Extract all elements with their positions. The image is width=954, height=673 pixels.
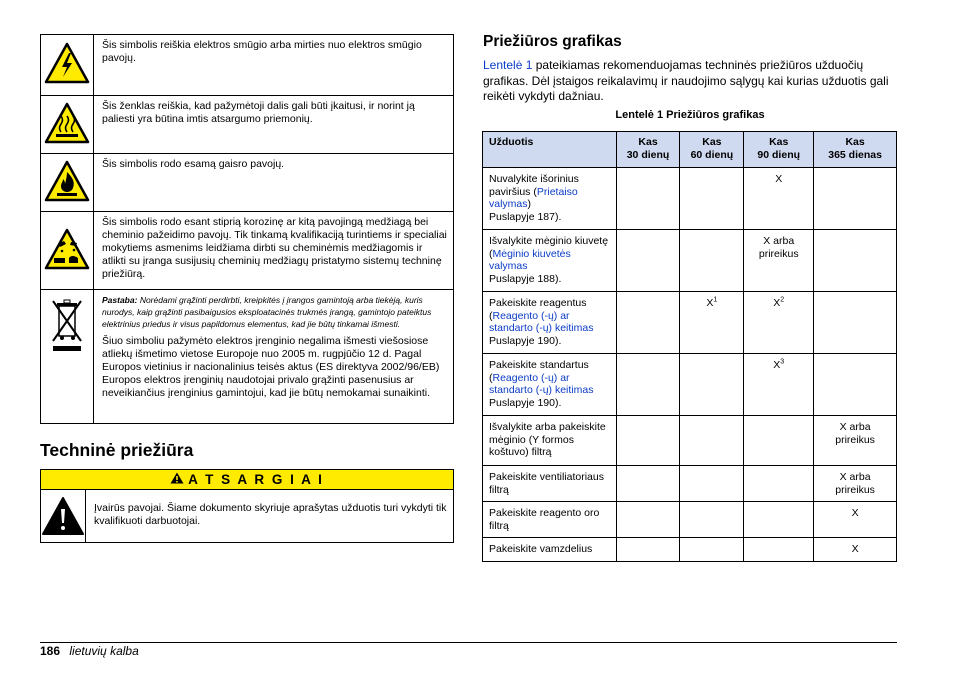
task-link[interactable]: Reagento (-ų) ar standarto (-ų) keitimas [489, 309, 594, 334]
weee-description: Šiuo simboliu pažymėto elektros įrenginio negalima išmesti viešosiose atliekų išmetimo vietose Europoje nuo 2005 m. rugpjūčio 12 d. Pagal Europos vietinius ir nacionalinius teisės aktus (ES direktyva 2002/96/EB) Europos elektros įrenginių naudotojai privalo grąžinti pasenusius ar neveikiančius įrenginius gamintojui, kad jie būtų nemokamai sunaikinti. [102, 335, 440, 399]
schedule-heading: Priežiūros grafikas [483, 33, 622, 50]
task-link[interactable]: Prietaiso valymas [489, 185, 578, 210]
column-header: Užduotis [483, 132, 617, 168]
task-cell: Nuvalykite išorinius paviršius (Prietaiso valymas) Puslapyje 187). [483, 168, 617, 230]
caution-label: A T S A R G I A I [188, 472, 324, 487]
interval-cell [680, 538, 744, 562]
interval-cell [616, 168, 680, 230]
interval-cell [616, 230, 680, 292]
table-row [483, 502, 897, 538]
table-row [483, 466, 897, 502]
interval-cell [814, 354, 897, 416]
interval-cell [680, 354, 744, 416]
task-cell: Pakeiskite standartus (Reagento (-ų) ar standarto (-ų) keitimas Puslapyje 190). [483, 354, 617, 416]
interval-cell: X arba prireikus [814, 416, 897, 466]
fire-hazard-icon [41, 154, 94, 212]
recycling-note: Pastaba: Norėdami grąžinti perdirbti, kreipkitės į įrangos gamintoją arba tiekėją, kuris nurodys, kaip grąžinti pasibaigusios eksploatacinės trukmės įrangą, gamintojo pateiktus elektrinius priedus ir visus papildomus elementus, kad jie būtų tinkamai išmesti. [102, 295, 432, 329]
column-header: Kas 365 dienas [814, 132, 897, 168]
symbol-description: Šis simbolis rodo esamą gaisro pavojų. [94, 154, 454, 212]
maintenance-schedule-table [482, 131, 897, 562]
interval-cell [616, 538, 680, 562]
interval-cell [680, 416, 744, 466]
electric-shock-icon [41, 35, 94, 96]
interval-cell [616, 292, 680, 354]
maintenance-heading: Techninė priežiūra [40, 440, 194, 460]
interval-cell [814, 230, 897, 292]
interval-cell: X [814, 502, 897, 538]
caution-text: Įvairūs pavojai. Šiame dokumento skyriuje aprašytas užduotis turi vykdyti tik kvalifikuoti darbuotojai. [94, 502, 447, 527]
footer-divider [40, 642, 897, 643]
symbol-row [41, 96, 454, 154]
interval-cell: X arba prireikus [744, 230, 814, 292]
page-footer [40, 644, 139, 658]
interval-cell [616, 354, 680, 416]
interval-cell [744, 416, 814, 466]
interval-cell [616, 502, 680, 538]
symbol-row [41, 212, 454, 290]
symbol-description: Šis simbolis rodo esant stiprią korozinę ar kitą pavojingą medžiagą bei cheminio pažeidimo pavojų. Tik tinkamą kvalifikaciją turintiems ir specialiai mokytiems asmenims leidžiama dirbti su cheminėmis medžiagomis ir atlikti su įranga susijusių cheminių medžiagų pristatymo sistemų techninę priežiūrą. [94, 212, 454, 290]
task-cell: Pakeiskite ventiliatoriaus filtrą [483, 466, 617, 502]
interval-cell [814, 168, 897, 230]
interval-cell [814, 292, 897, 354]
table-row [483, 416, 897, 466]
warning-triangle-icon [170, 472, 184, 487]
interval-cell: $X^3$ [744, 354, 814, 416]
task-cell: Pakeiskite reagento oro filtrą [483, 502, 617, 538]
table-reference-link[interactable]: Lentelė 1 [483, 58, 533, 72]
interval-cell [744, 466, 814, 502]
symbol-description [94, 290, 454, 424]
interval-cell: $X^2$ [744, 292, 814, 354]
schedule-intro: Lentelė 1 pateikiamas rekomenduojamas techninės priežiūros užduočių grafikas. Dėl įstaigos reikalavimų ir naudojimo sąlygų kai kurias užduotis gali reikėti vykdyti dažniau. [483, 58, 889, 103]
symbol-row [41, 154, 454, 212]
caution-header [41, 470, 453, 490]
page-number: 186 [40, 644, 61, 658]
table-row [483, 292, 897, 354]
column-header: Kas 30 dienų [616, 132, 680, 168]
interval-cell [744, 502, 814, 538]
interval-cell [616, 416, 680, 466]
general-warning-icon [41, 490, 86, 542]
task-cell: Išvalykite arba pakeiskite mėginio (Y formos koštuvo) filtrą [483, 416, 617, 466]
table-row [483, 354, 897, 416]
column-header: Kas 90 dienų [744, 132, 814, 168]
table-caption: Lentelė 1 Priežiūros grafikas [615, 109, 765, 121]
safety-symbols-table [40, 34, 454, 424]
table-row [483, 230, 897, 292]
task-cell: Pakeiskite vamzdelius [483, 538, 617, 562]
interval-cell [744, 538, 814, 562]
interval-cell [680, 230, 744, 292]
hot-surface-icon [41, 96, 94, 154]
symbol-description: Šis simbolis reiškia elektros smūgio arba mirties nuo elektros smūgio pavojų. [94, 35, 454, 96]
interval-cell: X [814, 538, 897, 562]
task-link[interactable]: Reagento (-ų) ar standarto (-ų) keitimas [489, 371, 594, 396]
caution-box [40, 469, 454, 543]
symbol-row [41, 290, 454, 424]
table-row [483, 538, 897, 562]
interval-cell [680, 502, 744, 538]
interval-cell [680, 168, 744, 230]
column-header: Kas 60 dienų [680, 132, 744, 168]
task-cell: Išvalykite mėginio kiuvetę (Mėginio kiuvetės valymas Puslapyje 188). [483, 230, 617, 292]
interval-cell: X [744, 168, 814, 230]
symbol-row [41, 35, 454, 96]
weee-bin-icon [41, 290, 94, 424]
table-row [483, 168, 897, 230]
interval-cell: X arba prireikus [814, 466, 897, 502]
symbol-description: Šis ženklas reiškia, kad pažymėtoji dalis gali būti įkaitusi, ir norint ją paliesti yra būtina imtis atsargumo priemonių. [94, 96, 454, 154]
interval-cell: $X^1$ [680, 292, 744, 354]
task-link[interactable]: Mėginio kiuvetės valymas [489, 247, 571, 272]
corrosive-icon [41, 212, 94, 290]
interval-cell [616, 466, 680, 502]
task-cell: Pakeiskite reagentus (Reagento (-ų) ar standarto (-ų) keitimas Puslapyje 190). [483, 292, 617, 354]
language-label: lietuvių kalba [69, 644, 139, 658]
interval-cell [680, 466, 744, 502]
